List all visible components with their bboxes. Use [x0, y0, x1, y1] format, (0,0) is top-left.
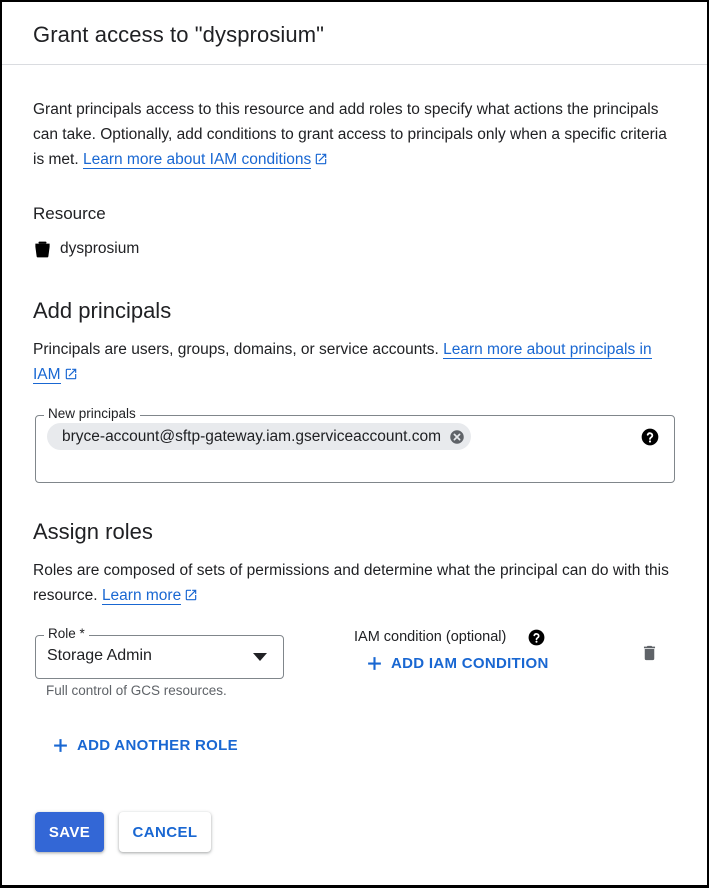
- external-link-icon: [314, 152, 328, 166]
- help-icon[interactable]: [527, 628, 546, 647]
- bucket-icon: [33, 240, 52, 259]
- principal-chip-label: bryce-account@sftp-gateway.iam.gserviceaccount.com: [62, 427, 441, 445]
- external-link-icon: [64, 367, 78, 381]
- new-principals-field[interactable]: [35, 406, 675, 483]
- new-principals-label: New principals: [44, 406, 140, 421]
- add-iam-condition-label: ADD IAM CONDITION: [391, 655, 549, 672]
- cancel-button[interactable]: CANCEL: [119, 812, 211, 852]
- roles-paragraph: [33, 558, 673, 608]
- principals-description: Principals are users, groups, domains, or service accounts.: [33, 341, 439, 358]
- dropdown-arrow-icon[interactable]: [253, 653, 267, 661]
- intro-paragraph: [33, 97, 673, 172]
- principals-paragraph: [33, 337, 673, 387]
- role-value: Storage Admin: [47, 647, 152, 664]
- save-button[interactable]: SAVE: [35, 812, 104, 852]
- resource-row: [33, 238, 139, 260]
- roles-description: Roles are composed of sets of permissions and determine what the principal can do with this resource.: [33, 562, 669, 604]
- delete-icon[interactable]: [640, 643, 659, 663]
- principal-chip: [47, 423, 471, 450]
- principals-learn-more-link[interactable]: Learn more about principals in IAM: [33, 341, 652, 383]
- iam-conditions-link[interactable]: Learn more about IAM conditions: [82, 151, 312, 168]
- resource-label: Resource: [33, 204, 106, 223]
- add-principals-heading: Add principals: [33, 298, 172, 323]
- dialog-title: Grant access to "dysprosium": [33, 22, 325, 47]
- resource-name: dysprosium: [60, 240, 140, 257]
- assign-roles-heading: Assign roles: [33, 519, 153, 544]
- add-another-role-button[interactable]: [52, 737, 238, 754]
- iam-condition-label: IAM condition (optional): [354, 629, 507, 645]
- dialog-header: [2, 2, 707, 65]
- role-select[interactable]: [35, 626, 284, 679]
- add-iam-condition-button[interactable]: [366, 655, 549, 672]
- remove-chip-icon[interactable]: [447, 427, 467, 447]
- role-hint: Full control of GCS resources.: [46, 683, 227, 698]
- intro-text: Grant principals access to this resource and add roles to specify what actions the principals can take. Optionally, add conditions to grant access to principals only when a specific criteria is met.: [33, 101, 667, 168]
- plus-icon: [52, 737, 69, 754]
- roles-learn-more-link[interactable]: Learn more: [101, 587, 182, 604]
- plus-icon: [366, 655, 383, 672]
- external-link-icon: [184, 588, 198, 602]
- role-label: Role *: [44, 626, 89, 641]
- add-another-role-label: ADD ANOTHER ROLE: [77, 737, 238, 754]
- help-icon[interactable]: [640, 427, 660, 447]
